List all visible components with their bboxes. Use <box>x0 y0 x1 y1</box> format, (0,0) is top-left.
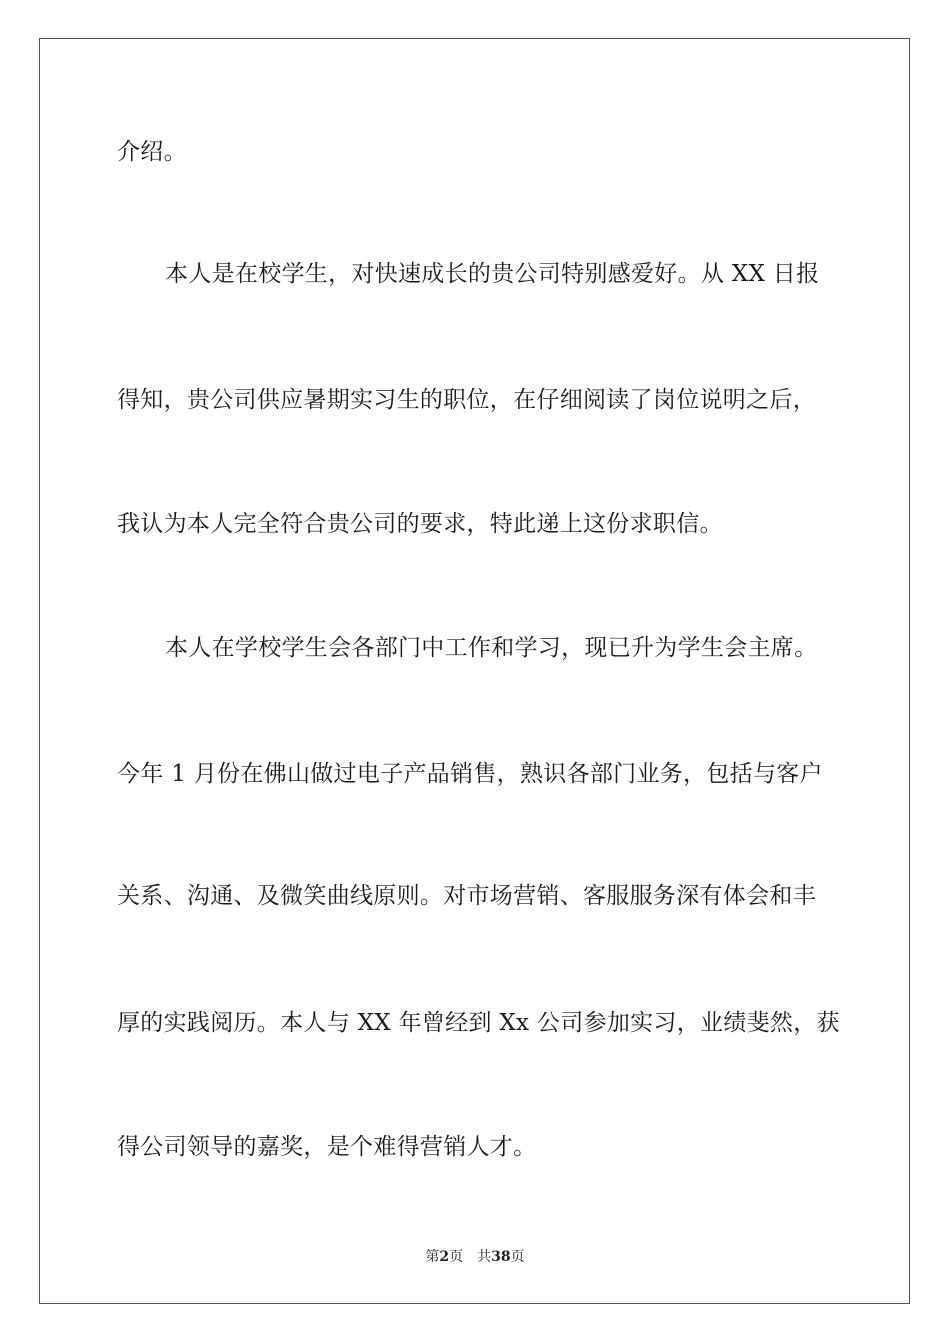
footer-total-prefix: 共 <box>477 1249 492 1265</box>
paragraph-line-8: 厚的实践阅历。本人与 XX 年曾经到 Xx 公司参加实习，业绩斐然，获 <box>117 1010 840 1036</box>
paragraph-line-9: 得公司领导的嘉奖，是个难得营销人才。 <box>117 1134 537 1160</box>
footer-page-prefix: 第 <box>425 1249 440 1265</box>
page-border <box>39 38 910 1304</box>
footer-total-suffix: 页 <box>510 1249 525 1265</box>
footer-total-pages: 38 <box>491 1249 511 1265</box>
paragraph-line-1: 介绍。 <box>117 139 187 165</box>
paragraph-line-6: 今年 1 月份在佛山做过电子产品销售，熟识各部门业务，包括与客户 <box>117 761 823 787</box>
paragraph-line-5: 本人在学校学生会各部门中工作和学习，现已升为学生会主席。 <box>165 635 818 661</box>
footer-page-suffix: 页 <box>449 1249 464 1265</box>
paragraph-line-7: 关系、沟通、及微笑曲线原则。对市场营销、客服服务深有体会和丰 <box>117 883 816 909</box>
paragraph-line-4: 我认为本人完全符合贵公司的要求，特此递上这份求职信。 <box>117 511 723 537</box>
paragraph-line-3: 得知，贵公司供应暑期实习生的职位，在仔细阅读了岗位说明之后， <box>117 387 816 413</box>
page-footer <box>0 1248 950 1266</box>
paragraph-line-2: 本人是在校学生，对快速成长的贵公司特别感爱好。从 XX 日报 <box>165 261 820 287</box>
footer-page-number: 2 <box>439 1249 450 1265</box>
